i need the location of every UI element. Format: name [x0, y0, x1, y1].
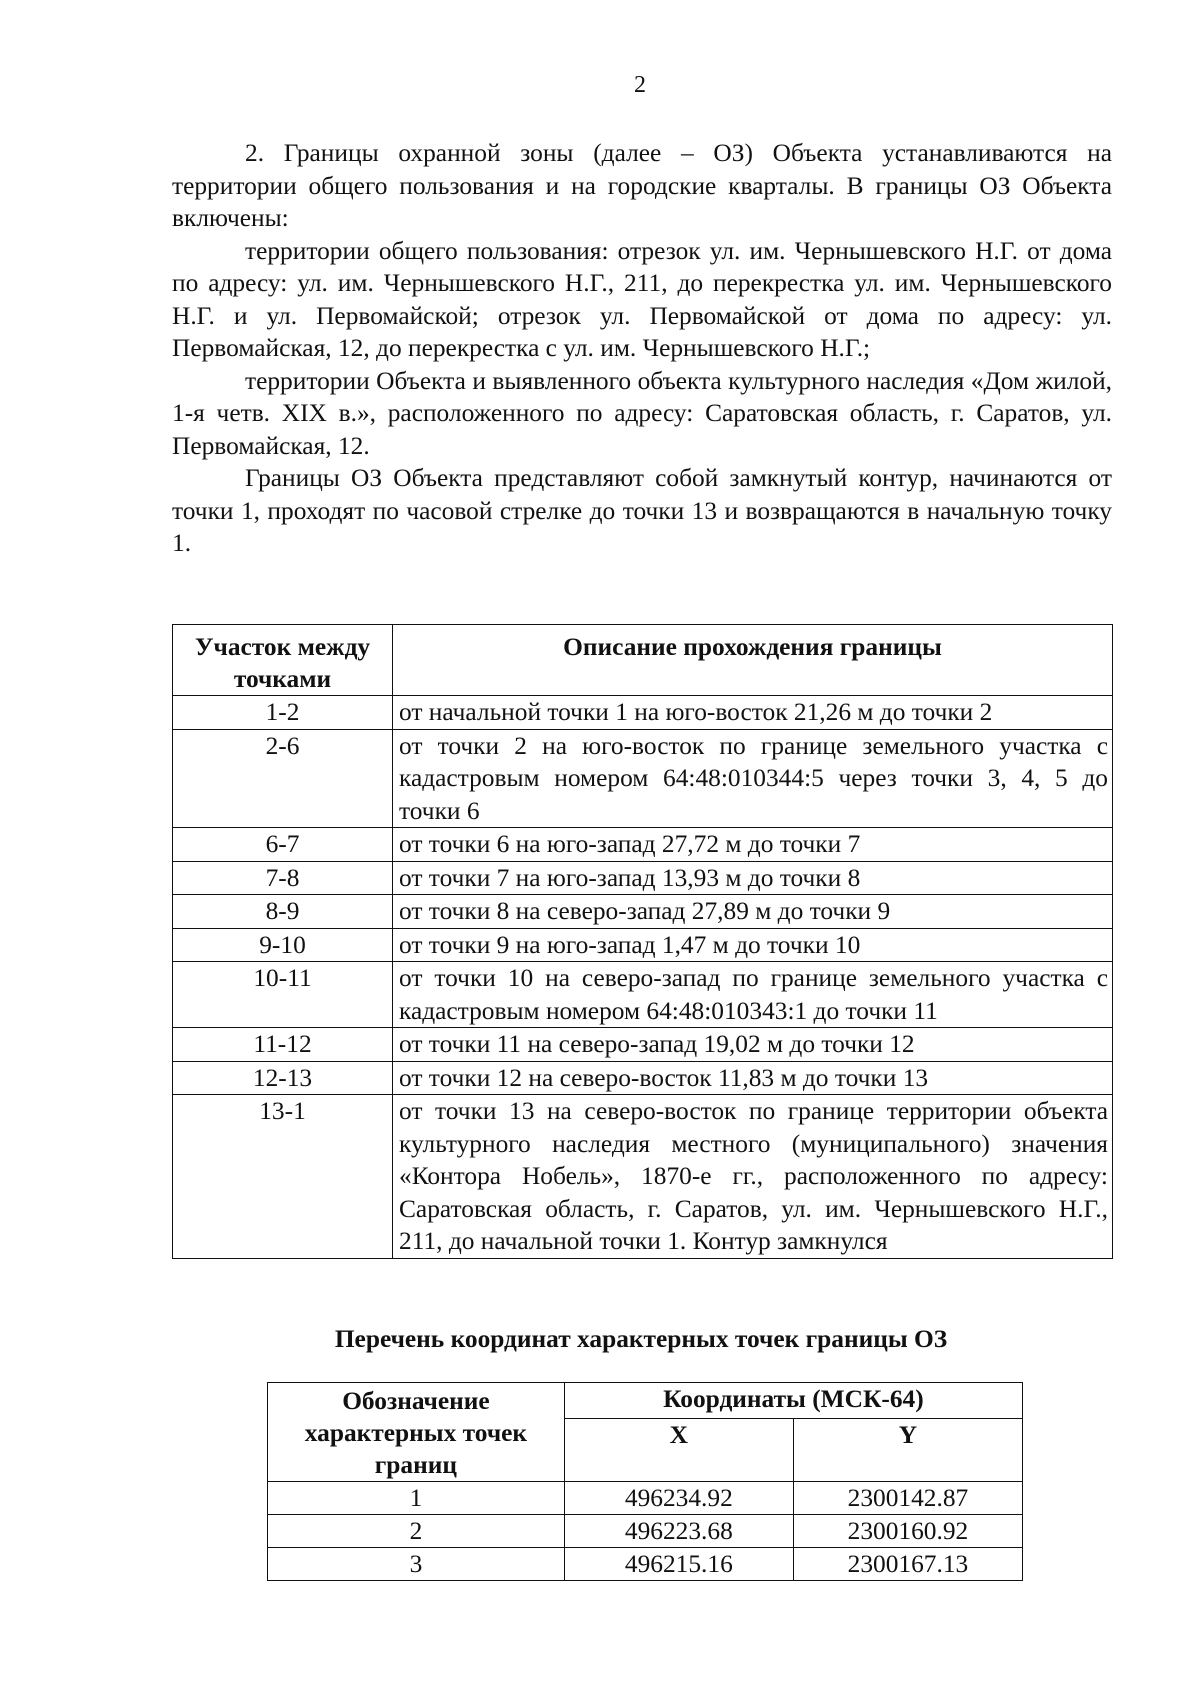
coordinates-column-header: Координаты (МСК-64)	[564, 1383, 1022, 1419]
x-column-header: X	[564, 1419, 793, 1482]
segment-cell: 7-8	[173, 861, 393, 895]
x-cell: 496223.68	[564, 1515, 793, 1548]
table-row	[268, 1515, 1023, 1548]
table-header-row	[173, 625, 1113, 696]
paragraph: территории общего пользования: отрезок ул. им. Чернышевского Н.Г. от дома по адресу: ул. им. Чернышевского Н.Г., 211, до перекрестка ул. им. Чернышевского Н.Г. и ул. Первомайской; отрезок ул. Первомайской от дома по адресу: ул. Первомайская, 12, до перекрестка с ул. им. Чернышевского Н.Г.;	[172, 236, 1112, 362]
description-column-header: Описание прохождения границы	[393, 625, 1113, 696]
segment-cell: 12-13	[173, 1061, 393, 1095]
body-text	[172, 137, 1112, 560]
table-row	[268, 1482, 1023, 1515]
description-cell: от точки 9 на юго-запад 1,47 м до точки 10	[393, 928, 1113, 962]
y-cell: 2300167.13	[793, 1548, 1022, 1581]
table-row	[173, 696, 1113, 730]
description-cell: от точки 12 на северо-восток 11,83 м до точки 13	[393, 1061, 1113, 1095]
description-cell: от начальной точки 1 на юго-восток 21,26 м до точки 2	[393, 696, 1113, 730]
description-cell: от точки 8 на северо-запад 27,89 м до точки 9	[393, 895, 1113, 929]
table-row	[173, 1061, 1113, 1095]
point-cell: 2	[268, 1515, 565, 1548]
segment-cell: 6-7	[173, 828, 393, 862]
description-cell: от точки 10 на северо-запад по границе земельного участка с кадастровым номером 64:48:010343:1 до точки 11	[393, 962, 1113, 1028]
boundary-description-table	[172, 624, 1113, 1259]
coordinates-table	[267, 1382, 1023, 1581]
table-row	[173, 1028, 1113, 1062]
point-cell: 1	[268, 1482, 565, 1515]
segment-cell: 2-6	[173, 729, 393, 828]
paragraph: территории Объекта и выявленного объекта культурного наследия «Дом жилой, 1-я четв. XIX в.», расположенного по адресу: Саратовская область, г. Саратов, ул. Первомайская, 12.	[172, 366, 1112, 460]
segment-cell: 10-11	[173, 962, 393, 1028]
coordinates-list-title: Перечень координат характерных точек границы ОЗ	[334, 1325, 948, 1353]
description-cell: от точки 2 на юго-восток по границе земельного участка с кадастровым номером 64:48:010344:5 через точки 3, 4, 5 до точки 6	[393, 729, 1113, 828]
table-row	[173, 1095, 1113, 1259]
y-cell: 2300142.87	[793, 1482, 1022, 1515]
table-row	[173, 729, 1113, 828]
segment-cell: 8-9	[173, 895, 393, 929]
description-cell: от точки 11 на северо-запад 19,02 м до точки 12	[393, 1028, 1113, 1062]
paragraph: Границы ОЗ Объекта представляют собой замкнутый контур, начинаются от точки 1, проходят по часовой стрелке до точки 13 и возвращаются в начальную точку 1.	[172, 464, 1112, 557]
segment-cell: 9-10	[173, 928, 393, 962]
table-row	[173, 861, 1113, 895]
segment-column-header: Участок между точками	[173, 625, 393, 696]
page-number: 2	[634, 72, 646, 98]
segment-cell: 1-2	[173, 696, 393, 730]
designation-column-header: Обозначение характерных точек границ	[268, 1383, 565, 1482]
table-row	[173, 828, 1113, 862]
x-cell: 496215.16	[564, 1548, 793, 1581]
description-cell: от точки 13 на северо-восток по границе территории объекта культурного наследия местного (муниципального) значения «Контора Нобель», 1870-е гг., расположенного по адресу: Саратовская область, г. Саратов, ул. им. Чернышевского Н.Г., 211, до начальной точки 1. Контур замкнулся	[393, 1095, 1113, 1259]
description-cell: от точки 7 на юго-запад 13,93 м до точки 8	[393, 861, 1113, 895]
segment-cell: 11-12	[173, 1028, 393, 1062]
description-cell: от точки 6 на юго-запад 27,72 м до точки 7	[393, 828, 1113, 862]
paragraph: 2. Границы охранной зоны (далее – ОЗ) Объекта устанавливаются на территории общего пользования и на городские кварталы. В границы ОЗ Объекта включены:	[172, 139, 1112, 232]
table-row	[173, 928, 1113, 962]
table-row	[268, 1548, 1023, 1581]
point-cell: 3	[268, 1548, 565, 1581]
segment-cell: 13-1	[173, 1095, 393, 1259]
table-row	[173, 895, 1113, 929]
table-header-row	[268, 1383, 1023, 1419]
table-row	[173, 962, 1113, 1028]
x-cell: 496234.92	[564, 1482, 793, 1515]
y-column-header: Y	[793, 1419, 1022, 1482]
y-cell: 2300160.92	[793, 1515, 1022, 1548]
